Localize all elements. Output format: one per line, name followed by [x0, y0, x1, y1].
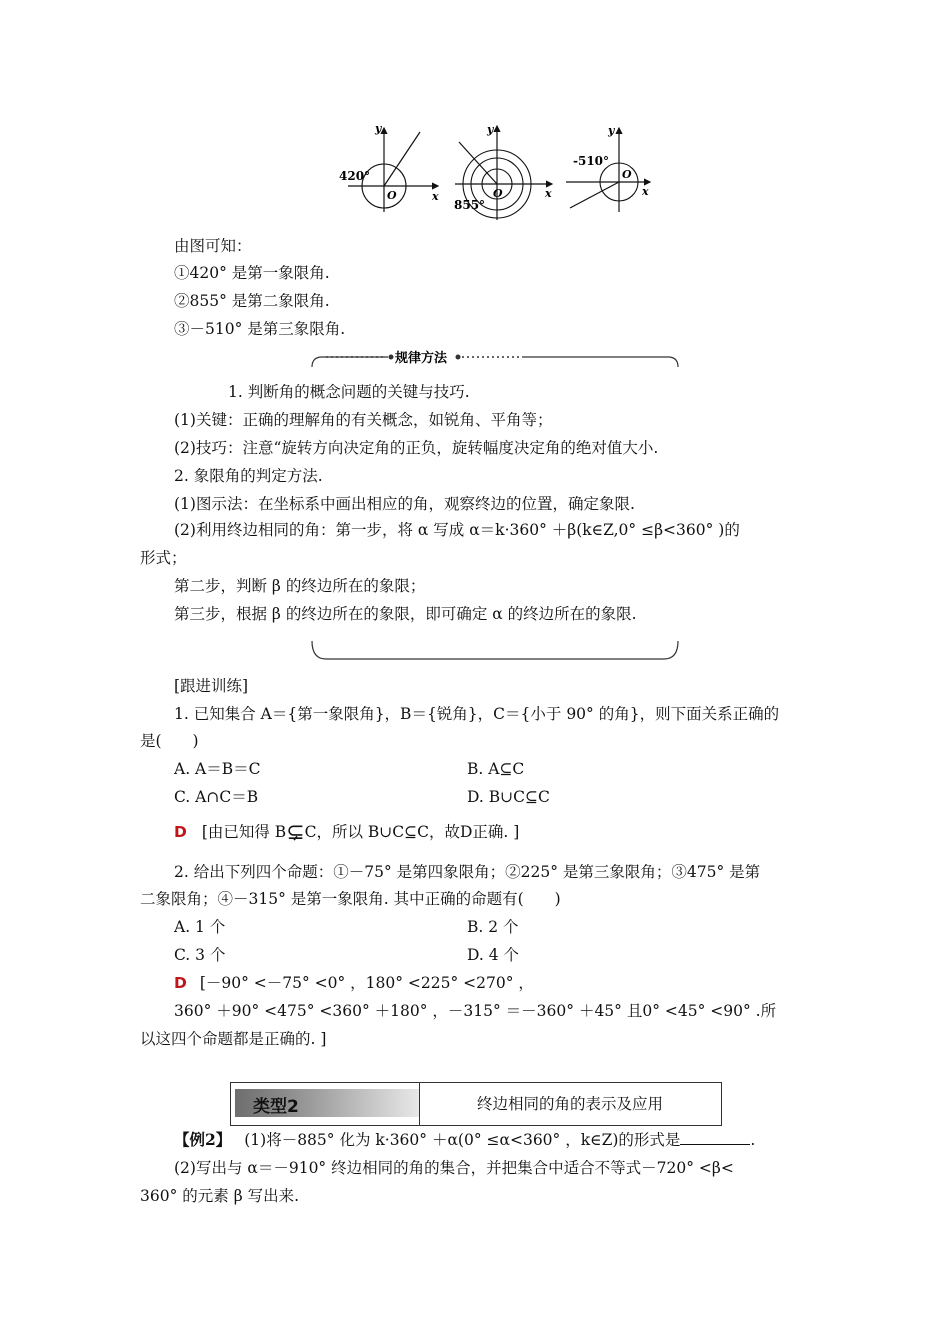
origin-label: O	[622, 168, 632, 181]
section-type-box	[230, 1082, 722, 1126]
method-line: 形式；	[140, 549, 187, 567]
type-badge	[235, 1089, 419, 1117]
intro-line: ②855° 是第二象限角.	[174, 292, 330, 310]
answer-text: [－90° <－75° <0° ，180° <225° <270° ，	[199, 974, 534, 992]
x-axis-label: x	[432, 190, 439, 203]
y-axis-label: y	[487, 123, 494, 136]
type-badge-label: 类型2	[253, 1097, 299, 1117]
figure-minus-510	[566, 124, 650, 212]
example-2-line	[174, 1130, 755, 1150]
answer-letter: D	[174, 974, 187, 992]
q2-option-d: D. 4 个	[467, 946, 520, 964]
type-title: 终边相同的角的表示及应用	[476, 1095, 663, 1113]
example-2-line: 360° 的元素 β 写出来.	[140, 1187, 300, 1205]
angle-label-minus-510: -510°	[573, 154, 610, 168]
y-axis-label: y	[375, 122, 382, 135]
figure-420	[339, 122, 439, 212]
proper-subset-symbol: ⊊	[286, 820, 305, 845]
method-line: 第二步，判断 β 的终边所在的象限；	[174, 577, 426, 595]
q1-option-b: B. A⊆C	[467, 760, 525, 778]
q2-option-b: B. 2 个	[467, 918, 519, 936]
x-axis-label: x	[642, 185, 649, 198]
answer-text-post: C，所以 B∪C⊆C，故D正确. ]	[304, 823, 520, 841]
question-2-text: 2. 给出下列四个命题：①－75° 是第四象限角；②225° 是第三象限角；③475° 是第	[174, 863, 761, 881]
answer-text-pre: [由已知得 B	[201, 823, 287, 841]
q2-answer	[174, 973, 534, 993]
method-line: 2. 象限角的判定方法.	[174, 467, 323, 485]
method-line: (1)关键：正确的理解角的有关概念，如锐角、平角等；	[174, 411, 553, 429]
method-line: 1. 判断角的概念问题的关键与技巧.	[228, 383, 470, 401]
example-end: .	[750, 1131, 756, 1149]
figure-855	[454, 123, 552, 220]
q1-option-a: A. A＝B＝C	[174, 760, 261, 778]
answer-letter: D	[174, 823, 187, 841]
q2-answer-text: 360° ＋90° <475° <360° ＋180° ，－315° ＝－360° ＋45° 且0° <45° <90° .所	[174, 1002, 777, 1020]
method-line: (1)图示法：在坐标系中画出相应的角，观察终边的位置，确定象限.	[174, 495, 635, 513]
angle-figures	[0, 0, 950, 230]
practice-header: [跟进训练]	[174, 677, 249, 695]
method-line: (2)技巧：注意“旋转方向决定角的正负，旋转幅度决定角的绝对值大小.	[174, 439, 659, 457]
intro-line: 由图可知：	[174, 237, 252, 255]
q2-answer-text: 以这四个命题都是正确的. ]	[140, 1030, 327, 1048]
question-1-text: 是( )	[140, 732, 199, 750]
example-tag: 【例2】	[174, 1130, 232, 1149]
q1-option-d: D. B∪C⊆C	[467, 788, 550, 806]
example-text: (1)将－885° 化为 k·360° ＋α(0° ≤α<360° ，k∈Z)的形式是	[244, 1131, 681, 1149]
intro-line: ③－510° 是第三象限角.	[174, 320, 346, 338]
intro-line: ①420° 是第一象限角.	[174, 264, 330, 282]
angle-label-855: 855°	[454, 198, 486, 212]
q1-option-c: C. A∩C＝B	[174, 788, 259, 806]
q2-option-c: C. 3 个	[174, 946, 226, 964]
question-2-text: 二象限角；④－315° 是第一象限角. 其中正确的命题有( )	[140, 890, 561, 908]
q2-option-a: A. 1 个	[174, 918, 226, 936]
y-axis-label: y	[608, 124, 615, 137]
method-line: (2)利用终边相同的角：第一步，将 α 写成 α＝k·360° ＋β(k∈Z,0° ≤β<360° )的	[174, 521, 740, 539]
angle-label-420: 420°	[339, 169, 371, 183]
type-badge-cell	[231, 1083, 420, 1125]
example-2-line: (2)写出与 α＝－910° 终边相同的角的集合，并把集合中适合不等式－720° <β<	[174, 1159, 734, 1177]
answer-blank	[680, 1130, 750, 1145]
origin-label: O	[493, 187, 503, 200]
question-1-text: 1. 已知集合 A＝{第一象限角}，B＝{锐角}，C＝{小于 90° 的角}，则下面关系正确的	[174, 705, 780, 723]
x-axis-label: x	[545, 187, 552, 200]
method-line: 第三步，根据 β 的终边所在的象限，即可确定 α 的终边所在的象限.	[174, 605, 637, 623]
method-title: 规律方法	[395, 351, 448, 366]
origin-label: O	[387, 189, 397, 202]
q1-answer	[174, 822, 519, 843]
